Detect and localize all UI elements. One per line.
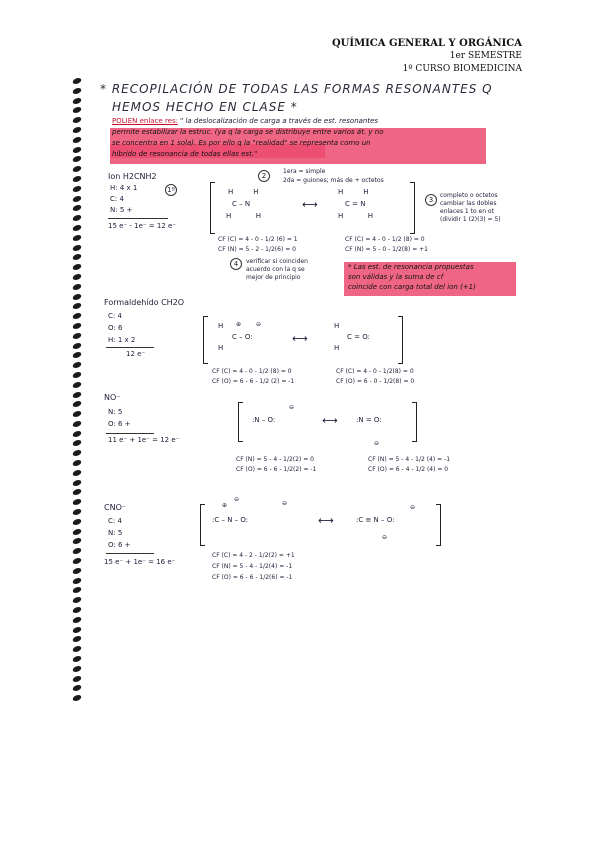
binding-hole [72, 656, 83, 662]
s1-struct-a: H H [228, 188, 259, 196]
s1-struct-b2: C = N [345, 200, 366, 208]
step4-badge: 4 [230, 258, 242, 270]
spiral-binding [73, 78, 85, 698]
course-header [332, 37, 522, 76]
s1-bracket-left [210, 182, 215, 234]
page-title-line1: * RECOPILACIÓN DE TODAS LAS FORMAS RESONANTES Q [100, 82, 493, 96]
binding-hole [72, 274, 83, 280]
s1-bracket-right [410, 182, 415, 234]
step1-badge: 1º [165, 184, 177, 196]
s1-pink-note3: coincide con carga total del ion (+1) [348, 283, 476, 291]
header-semester: 1er SEMESTRE [449, 51, 522, 61]
s4-minus-a2: ⊖ [282, 500, 288, 507]
s1-sum-bar [108, 218, 168, 219]
binding-hole [72, 617, 83, 623]
s4-struct-b: :C ≡ N – O: [356, 516, 395, 524]
s1-cf-right1: CF (C) = 4 - 0 - 1/2 (8) = 0 [345, 236, 425, 243]
binding-hole [72, 519, 83, 525]
s1-count-c: C: 4 [110, 195, 124, 203]
s1-note4 [230, 258, 242, 270]
binding-hole [72, 548, 83, 554]
binding-hole [72, 117, 83, 123]
binding-hole [72, 88, 83, 94]
binding-hole [72, 392, 83, 398]
binding-hole [72, 440, 83, 446]
s1-note3b: cambiar las dobles [440, 200, 497, 207]
binding-hole [72, 127, 83, 133]
step3-badge: 3 [425, 194, 437, 206]
s4-total: 15 e⁻ + 1e⁻ = 16 e⁻ [104, 558, 176, 566]
binding-hole [72, 196, 83, 202]
s2-struct-a2: C – O: [232, 333, 253, 341]
binding-hole [72, 78, 83, 84]
s4-bracket-right [436, 504, 441, 546]
binding-hole [72, 362, 83, 368]
binding-hole [72, 147, 83, 153]
s1-pink-note2: son válidas y la suma de cf [348, 273, 444, 281]
s1-count-h: H: 4 x 1 [110, 184, 138, 192]
s4-minus-b2: ⊖ [382, 534, 388, 541]
s2-sum-bar [106, 347, 154, 348]
s3-bracket-right [412, 402, 417, 442]
binding-hole [72, 578, 83, 584]
binding-hole [72, 352, 83, 358]
s2-cf1: CF (C) = 4 - 0 - 1/2 (8) = 0 [212, 368, 292, 375]
binding-hole [72, 313, 83, 319]
s1-step1 [165, 184, 177, 196]
s3-struct-b: :N = O: [356, 416, 382, 424]
binding-hole [72, 254, 83, 260]
binding-hole [72, 166, 83, 172]
binding-hole [72, 235, 83, 241]
binding-hole [72, 587, 83, 593]
s3-count-o: O: 6 + [108, 420, 131, 428]
s4-cf1: CF (C) = 4 - 2 - 1/2(2) = +1 [212, 552, 295, 559]
s4-count-n: N: 5 [108, 529, 123, 537]
s4-count-o: O: 6 + [108, 541, 131, 549]
s3-cf3: CF (N) = 5 - 4 - 1/2 (4) = -1 [368, 456, 451, 463]
resonance-arrow: ⟷ [302, 198, 318, 211]
binding-hole [72, 509, 83, 515]
binding-hole [72, 685, 83, 691]
s2-cf4: CF (O) = 6 - 0 - 1/2(8) = 0 [336, 378, 415, 385]
binding-hole [72, 666, 83, 672]
binding-hole [72, 186, 83, 192]
s3-cf1: CF (N) = 5 - 4 - 1/2(2) = 0 [236, 456, 314, 463]
s3-cf2: CF (O) = 6 - 6 - 1/2(2) = -1 [236, 466, 317, 473]
s4-sum-bar [106, 553, 154, 554]
binding-hole [72, 294, 83, 300]
binding-hole [72, 538, 83, 544]
s4-struct-a: :C – N – O: [212, 516, 249, 524]
s1-cf-left1: CF (C) = 4 - 0 - 1/2 (6) = 1 [218, 236, 298, 243]
s1-note2 [258, 170, 270, 182]
binding-hole [72, 401, 83, 407]
s4-cf3: CF (O) = 6 - 6 - 1/2(6) = -1 [212, 574, 293, 581]
s1-note2b: 2da = guiones; más de + octetos [283, 177, 384, 184]
s1-struct-a2: C – N [232, 200, 251, 208]
intro-line1: " la deslocalización de carga a través de est. resonantes [180, 117, 379, 125]
binding-hole [72, 529, 83, 535]
s2-plus-mark: ⊕ [236, 321, 242, 328]
s1-note4b: acuerdo con la q se [246, 266, 305, 273]
page-title-line2: HEMOS HECHO EN CLASE * [112, 100, 298, 114]
step2-badge: 2 [258, 170, 270, 182]
binding-hole [72, 382, 83, 388]
binding-hole [72, 607, 83, 613]
s1-name: Ion H2CNH2 [108, 172, 157, 181]
s2-count-o: O: 6 [108, 324, 123, 332]
binding-hole [72, 695, 83, 701]
binding-hole [72, 156, 83, 162]
binding-hole [72, 450, 83, 456]
binding-hole [72, 431, 83, 437]
s3-resonance-arrow: ⟷ [322, 414, 338, 427]
s2-bracket-right [398, 316, 403, 364]
s1-note3 [425, 194, 437, 206]
binding-hole [72, 372, 83, 378]
intro-line3: se concentra en 1 sola). Es por ello q la "realidad" se representa como un [112, 139, 371, 147]
binding-hole [72, 499, 83, 505]
s1-note3c: enlaces 1 to en ot [440, 208, 494, 215]
s3-minus-a: ⊖ [289, 404, 295, 411]
s1-note4c: mejor de principio [246, 274, 301, 281]
binding-hole [72, 489, 83, 495]
binding-hole [72, 558, 83, 564]
s2-struct-b: H [334, 322, 340, 330]
binding-hole [72, 646, 83, 652]
binding-hole [72, 343, 83, 349]
s3-minus-b: ⊖ [374, 440, 380, 447]
s2-count-h: H: 1 x 2 [108, 336, 136, 344]
binding-hole [72, 411, 83, 417]
s2-struct-a: H [218, 322, 224, 330]
binding-hole [72, 225, 83, 231]
intro-line4: híbrido de resonancia de todas ellas est." [112, 150, 258, 158]
s3-name: NO⁻ [104, 393, 121, 402]
binding-hole [72, 460, 83, 466]
binding-hole [72, 597, 83, 603]
s2-total: 12 e⁻ [126, 350, 146, 358]
binding-hole [72, 98, 83, 104]
s2-resonance-arrow: ⟷ [292, 332, 308, 345]
s1-total: 15 e⁻ - 1e⁻ = 12 e⁻ [108, 222, 177, 230]
s1-count-n: N: 5 + [110, 206, 133, 214]
binding-hole [72, 636, 83, 642]
intro-label: POLIEN enlace res: [112, 117, 178, 125]
s3-cf4: CF (O) = 6 - 4 - 1/2 (4) = 0 [368, 466, 449, 473]
s2-struct-a3: H [218, 344, 224, 352]
binding-hole [72, 303, 83, 309]
s4-bracket-left [200, 504, 205, 546]
s1-pink-note1: * Las est. de resonancia propuestas [348, 263, 474, 271]
s2-minus-mark: ⊖ [256, 321, 262, 328]
binding-hole [72, 215, 83, 221]
s4-minus-b1: ⊖ [410, 504, 416, 511]
s2-cf3: CF (C) = 4 - 0 - 1/2(8) = 0 [336, 368, 414, 375]
binding-hole [72, 676, 83, 682]
binding-hole [72, 284, 83, 290]
s4-plus-a: ⊕ [222, 502, 228, 509]
s1-cf-right2: CF (N) = 5 - 0 - 1/2(8) = +1 [345, 246, 428, 253]
binding-hole [72, 264, 83, 270]
s4-resonance-arrow: ⟷ [318, 514, 334, 527]
s1-note4a: verificar si coinciden [246, 258, 308, 265]
s2-count-c: C: 4 [108, 312, 122, 320]
binding-hole [72, 245, 83, 251]
binding-hole [72, 137, 83, 143]
s4-count-c: C: 4 [108, 517, 122, 525]
s1-note2a: 1era = simple [283, 168, 326, 175]
s3-bracket-left [238, 402, 243, 442]
header-course: 1º CURSO BIOMEDICINA [402, 64, 522, 74]
binding-hole [72, 323, 83, 329]
s1-cf-left2: CF (N) = 5 - 2 - 1/2(6) = 0 [218, 246, 296, 253]
s4-name: CNO⁻ [104, 503, 127, 512]
header-subject: QUÍMICA GENERAL Y ORGÁNICA [331, 38, 522, 49]
binding-hole [72, 480, 83, 486]
s2-bracket-left [203, 316, 208, 364]
s1-note3d: (dividir 1 (2)(3) = 5) [440, 216, 501, 223]
s1-note3a: completo o octetos [440, 192, 498, 199]
s4-minus-a1: ⊖ [234, 496, 240, 503]
binding-hole [72, 627, 83, 633]
binding-hole [72, 176, 83, 182]
intro-line2: permite estabilizar la estruc. (ya q la carga se distribuye entre varios át. y no [112, 128, 384, 136]
binding-hole [72, 107, 83, 113]
s1-struct-b: H H [338, 188, 369, 196]
binding-hole [72, 568, 83, 574]
s2-struct-b3: H [334, 344, 340, 352]
s3-total: 11 e⁻ + 1e⁻ = 12 e⁻ [108, 436, 180, 444]
s3-sum-bar [106, 433, 154, 434]
binding-hole [72, 421, 83, 427]
s2-name: Formaldehído CH2O [104, 298, 185, 307]
s1-struct-a3: H H [226, 212, 262, 220]
s3-struct-a: :N – O: [252, 416, 276, 424]
s4-cf2: CF (N) = 5 - 4 - 1/2(4) = -1 [212, 563, 293, 570]
s1-struct-b3: H H [338, 212, 374, 220]
s2-struct-b2: C = O: [347, 333, 370, 341]
s3-count-n: N: 5 [108, 408, 123, 416]
binding-hole [72, 470, 83, 476]
binding-hole [72, 333, 83, 339]
s2-cf2: CF (O) = 6 - 6 - 1/2 (2) = -1 [212, 378, 295, 385]
binding-hole [72, 205, 83, 211]
